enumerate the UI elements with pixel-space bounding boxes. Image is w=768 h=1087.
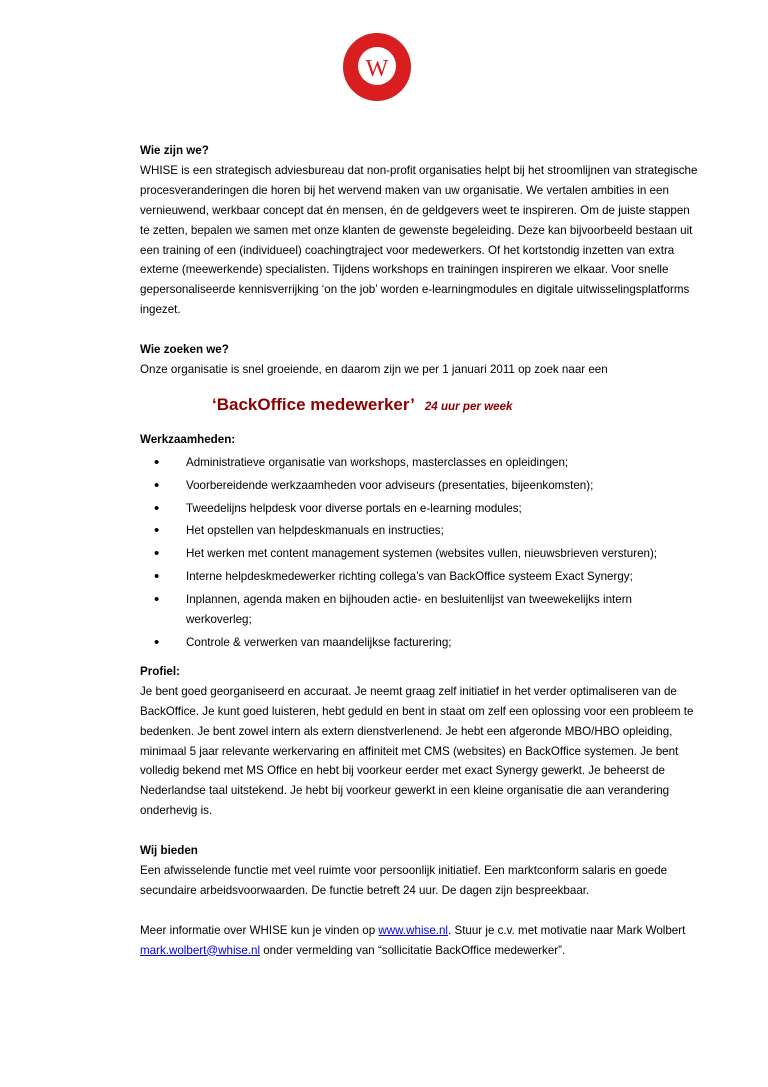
seek-heading: Wie zoeken we? <box>140 343 229 357</box>
info-text: onder vermelding van “sollicitatie BackOffice medewerker”. <box>260 943 566 957</box>
info-paragraph <box>140 921 700 961</box>
info-text: . Stuur je c.v. met motivatie naar Mark Wolbert <box>448 923 686 937</box>
tasks-heading: Werkzaamheden: <box>140 432 236 446</box>
list-item: • Tweedelijns helpdesk voor diverse portals en e-learning modules; <box>140 499 700 519</box>
list-item: • Controle & verwerken van maandelijkse facturering; <box>140 633 700 653</box>
seek-text: Onze organisatie is snel groeiende, en daarom zijn we per 1 januari 2011 op zoek naar een <box>140 362 608 376</box>
logo-letter: W <box>365 56 389 82</box>
job-title: ‘BackOffice medewerker’ <box>212 394 415 414</box>
list-item: • Inplannen, agenda maken en bijhouden actie- en besluitenlijst van tweewekelijks intern werkoverleg; <box>140 590 700 630</box>
whise-logo <box>340 30 414 104</box>
info-text: Meer informatie over WHISE kun je vinden op <box>140 923 379 937</box>
vacancy-document <box>140 141 700 960</box>
profile-heading: Profiel: <box>140 664 180 678</box>
profile-text: Je bent goed georganiseerd en accuraat. Je neemt graag zelf initiatief in het verder optimaliseren van de BackOffice. Je kunt goed luisteren, hebt geduld en bent in staat om zelf een oplossing voor een probleem te bedenken. Je bent zowel intern als extern dienstverlenend. Je hebt een afgeronde MBO/HBO opleiding, minimaal 5 jaar relevante werkervaring en affiniteit met CMS (websites) en BackOffice systemen. Je bent volledig bekend met MS Office en hebt bij voorkeur eerder met exact Synergy gewerkt. Je beheerst de Nederlandse taal uitstekend. Je hebt bij voorkeur gewerkt in een kleine organisatie die aan verandering onderhevig is. <box>140 684 694 818</box>
list-item: • Het opstellen van helpdeskmanuals en instructies; <box>140 521 700 541</box>
who-text: WHISE is een strategisch adviesbureau dat non-profit organisaties helpt bij het stroomlijnen van strategische procesveranderingen die horen bij het wervend maken van uw organisatie. We vertalen ambities in een vernieuwend, werkbaar concept dat én mensen, én de geldgevers weet te inspireren. Om de juiste stappen te zetten, bepalen we samen met onze klanten de gewenste begeleiding. Deze kan bijvoorbeeld bestaan uit een training of een (individueel) coachingtraject voor medewerkers. Of het kortstondig inzetten van extra externe (meewerkende) specialisten. Tijdens workshops en trainingen inspireren we elkaar. Voor snelle gepersonaliseerde kennisverrijking ‘on the job’ worden e-learningmodules en digitale uitwisselingsplatforms ingezet. <box>140 163 698 317</box>
tasks-list <box>140 453 700 653</box>
offer-text: Een afwisselende functie met veel ruimte voor persoonlijk initiatief. Een marktconform salaris en goede secundaire arbeidsvoorwaarden. De functie betreft 24 uur. De dagen zijn bespreekbaar. <box>140 863 668 897</box>
job-title-line <box>140 394 700 418</box>
who-heading: Wie zijn we? <box>140 144 209 157</box>
offer-heading: Wij bieden <box>140 844 198 858</box>
email-link[interactable]: mark.wolbert@whise.nl <box>140 943 261 957</box>
list-item: • Voorbereidende werkzaamheden voor adviseurs (presentaties, bijeenkomsten); <box>140 476 700 496</box>
job-hours: 24 uur per week <box>424 399 513 413</box>
website-link[interactable]: www.whise.nl <box>378 923 449 937</box>
list-item: • Het werken met content management systemen (websites vullen, nieuwsbrieven versturen); <box>140 544 700 564</box>
list-item: • Administratieve organisatie van workshops, masterclasses en opleidingen; <box>140 453 700 473</box>
list-item: • Interne helpdeskmedewerker richting collega’s van BackOffice systeem Exact Synergy; <box>140 567 700 587</box>
